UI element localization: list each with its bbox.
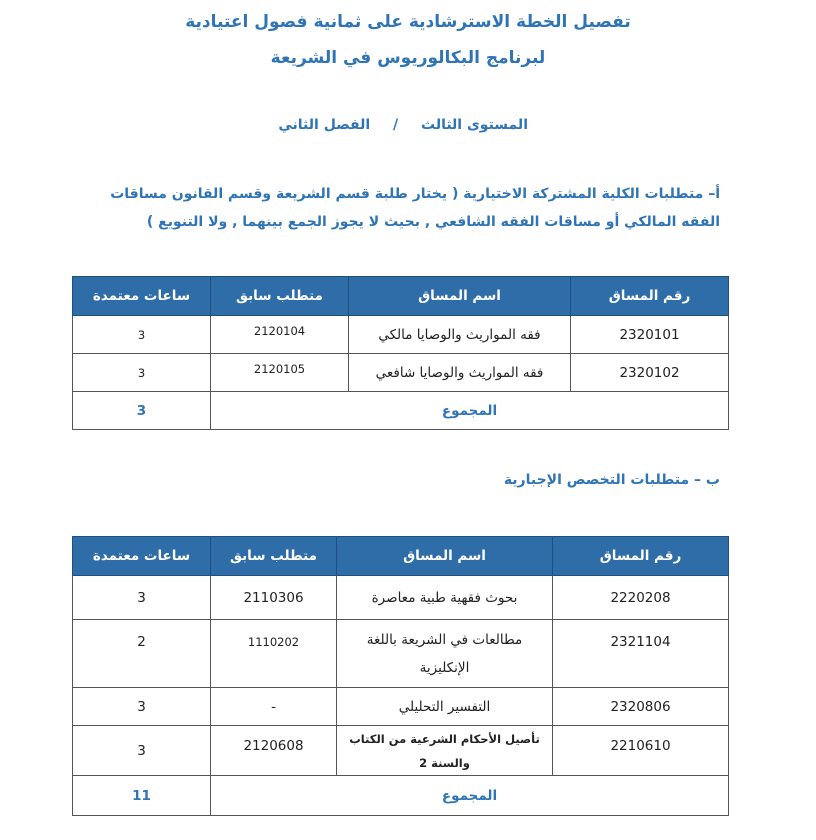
table-row: [73, 354, 729, 392]
course-code: 2220208: [553, 576, 729, 620]
course-name: فقه المواريث والوصايا شافعي: [349, 354, 571, 392]
col-header-hours: ساعات معتمدة: [73, 277, 211, 316]
course-code: 2321104: [553, 620, 729, 688]
col-header-prereq: متطلب سابق: [211, 277, 349, 316]
course-hours: 3: [73, 688, 211, 726]
course-name: التفسير التحليلي: [337, 688, 553, 726]
total-label: المجموع: [211, 392, 729, 430]
course-hours: 3: [73, 354, 211, 392]
course-prereq: -: [211, 688, 337, 726]
section-b-heading: ب – متطلبات التخصص الإجبارية: [503, 472, 720, 488]
course-prereq: 1110202: [211, 620, 337, 688]
total-label: المجموع: [211, 776, 729, 816]
total-row: [73, 776, 729, 816]
course-prereq: 2120608: [211, 726, 337, 776]
course-prereq: 2120105: [211, 354, 349, 392]
course-name: بحوث فقهية طبية معاصرة: [337, 576, 553, 620]
table-row: [73, 726, 729, 776]
table-row: [73, 576, 729, 620]
total-hours: 11: [73, 776, 211, 816]
level-semester-line: [278, 117, 528, 133]
level-separator: /: [393, 117, 399, 133]
table-row: [73, 620, 729, 688]
col-header-hours: ساعات معتمدة: [73, 537, 211, 576]
table-row: [73, 688, 729, 726]
course-code: 2320102: [571, 354, 729, 392]
section-a-table: [72, 276, 729, 430]
col-header-code: رقم المساق: [571, 277, 729, 316]
course-hours: 2: [73, 620, 211, 688]
page-subtitle: لبرنامج البكالوريوس في الشريعة: [270, 48, 546, 68]
col-header-code: رقم المساق: [553, 537, 729, 576]
total-row: [73, 392, 729, 430]
course-name: مطالعات في الشريعة باللغة الإنكليزية: [337, 620, 553, 688]
semester-label: الفصل الثاني: [278, 117, 371, 133]
total-hours: 3: [73, 392, 211, 430]
course-hours: 3: [73, 576, 211, 620]
level-label: المستوى الثالث: [421, 117, 528, 133]
col-header-prereq: متطلب سابق: [211, 537, 337, 576]
col-header-name: اسم المساق: [349, 277, 571, 316]
col-header-name: اسم المساق: [337, 537, 553, 576]
course-prereq: 2120104: [211, 316, 349, 354]
table-header-row: [73, 277, 729, 316]
course-hours: 3: [73, 316, 211, 354]
course-code: 2320806: [553, 688, 729, 726]
section-b-table: [72, 536, 729, 816]
page-title: تفصيل الخطة الاسترشادية على ثمانية فصول اعتيادية: [185, 12, 631, 32]
course-code: 2320101: [571, 316, 729, 354]
course-name: تأصيل الأحكام الشرعية من الكتاب والسنة 2: [337, 726, 553, 776]
course-prereq: 2110306: [211, 576, 337, 620]
course-code: 2210610: [553, 726, 729, 776]
section-a-heading: أ– متطلبات الكلية المشتركة الاختيارية ( يختار طلبة قسم الشريعة وقسم القانون مساقات الفقه المالكي أو مساقات الفقه الشافعي , بحيث لا يجوز الجمع بينهما , ولا التنويع ): [110, 186, 720, 230]
table-header-row: [73, 537, 729, 576]
course-name: فقه المواريث والوصايا مالكي: [349, 316, 571, 354]
course-hours: 3: [73, 726, 211, 776]
table-row: [73, 316, 729, 354]
